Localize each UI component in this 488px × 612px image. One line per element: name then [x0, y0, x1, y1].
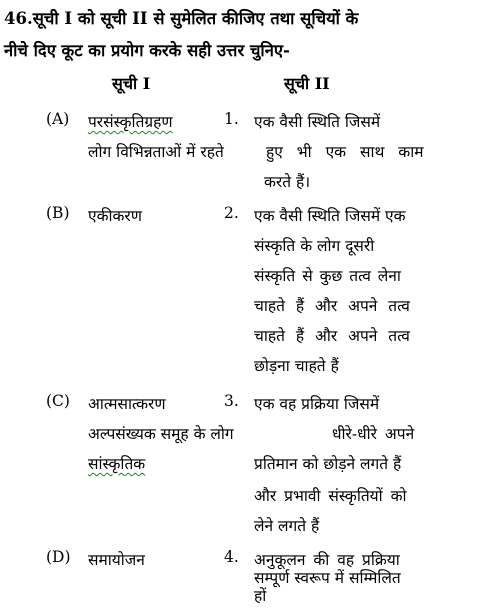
desc-3-line2: धीरे-धीरे अपने: [332, 425, 415, 443]
desc-1-line1: एक वैसी स्थिति जिसमें: [254, 113, 381, 131]
desc-3-line3: प्रतिमान को छोड़ने लगते हैं: [254, 455, 402, 473]
item-c-line3: सांस्कृतिक: [88, 455, 146, 473]
desc-3-number: 3.: [224, 392, 239, 410]
desc-4-line1: अनुकूलन की वह प्रक्रिया: [254, 551, 400, 569]
item-d-label: (D): [46, 548, 71, 566]
item-a-label: (A): [46, 110, 70, 128]
item-c-term: आत्मसात्करण: [88, 395, 166, 413]
desc-2-line4: चाहते हैं और अपने तत्व: [254, 297, 410, 315]
question-line-2: नीचे दिए कूट का प्रयोग करके सही उत्तर चुनिए-: [4, 41, 290, 60]
desc-3-line4: और प्रभावी संस्कृतियों को: [254, 487, 407, 505]
item-a-term: परसंस्कृतिग्रहण: [88, 113, 173, 131]
item-d-term: समायोजन: [88, 551, 145, 569]
question-line-1: 46.सूची I को सूची II से सुमेलित कीजिए तथा सूचियों के: [4, 9, 359, 28]
desc-4-line2: सम्पूर्ण स्वरूप में सम्मिलित: [254, 569, 401, 587]
item-b-term: एकीकरण: [88, 207, 142, 225]
desc-4-number: 4.: [224, 548, 239, 566]
desc-2-number: 2.: [224, 204, 239, 222]
desc-1-number: 1.: [224, 110, 239, 128]
desc-2-line6: छोड़ना चाहते हैं: [254, 357, 339, 375]
desc-1-line3: करते हैं।: [264, 173, 311, 191]
item-c-label: (C): [46, 392, 70, 410]
desc-3-line1: एक वह प्रक्रिया जिसमें: [254, 395, 380, 413]
list2-header: सूची II: [284, 74, 330, 93]
desc-2-line3: संस्कृति से कुछ तत्व लेना: [254, 267, 401, 285]
item-b-label: (B): [46, 204, 70, 222]
desc-2-line2: संस्कृति के लोग दूसरी: [254, 237, 375, 255]
desc-4-line3: हों: [254, 587, 267, 605]
desc-2-line1: एक वैसी स्थिति जिसमें एक: [254, 207, 406, 225]
item-a-line2: लोग विभिन्नताओं में रहते: [88, 143, 224, 161]
list1-header: सूची I: [112, 74, 151, 93]
item-c-line2: अल्पसंख्यक समूह के लोग: [88, 425, 234, 443]
desc-2-line5: चाहते हैं और अपने तत्व: [254, 327, 410, 345]
desc-1-line2: हुए भी एक साथ काम: [266, 143, 424, 161]
desc-3-line5: लेने लगते हैं: [254, 517, 320, 535]
